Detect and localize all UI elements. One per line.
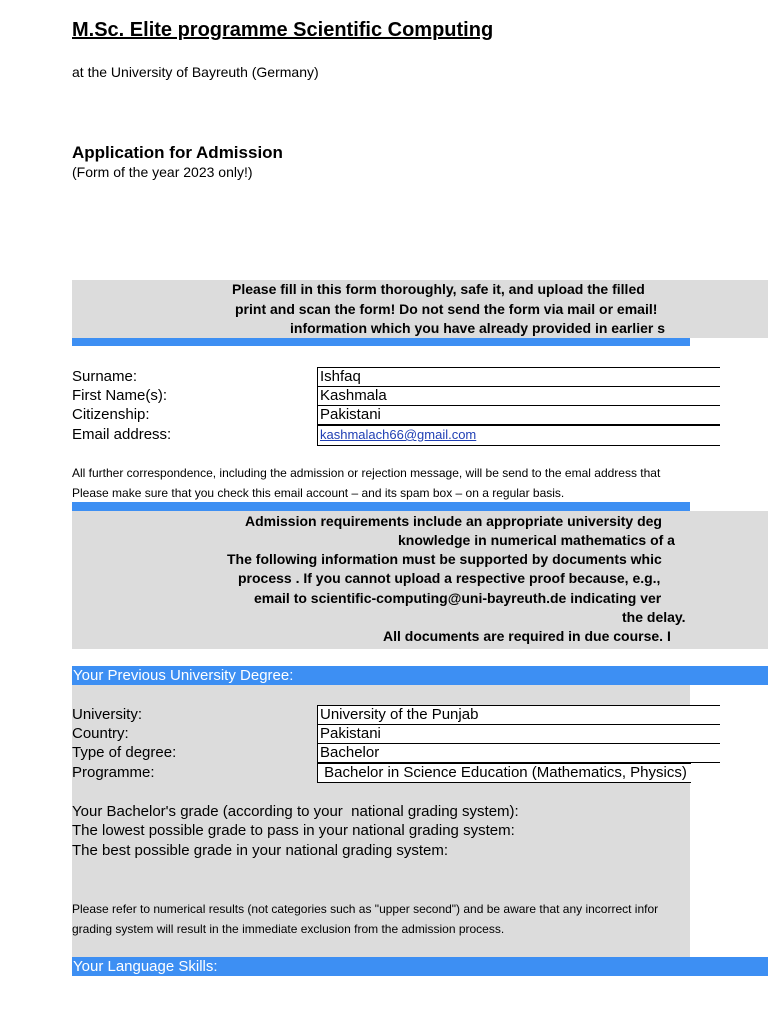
form-title: Application for Admission: [72, 143, 283, 162]
notice-line: print and scan the form! Do not send the form via mail or email!: [235, 300, 658, 317]
requirements-text-clip: [72, 511, 690, 649]
requirements-line: All documents are required in due course. I: [383, 628, 671, 644]
requirements-line: the delay.: [622, 609, 686, 625]
notice-text-clip: [72, 280, 690, 338]
form-note: (Form of the year 2023 only!): [72, 164, 253, 180]
country-field[interactable]: Pakistani: [317, 724, 720, 744]
programme-value: Bachelor in Science Education (Mathematics, Physics): [320, 764, 687, 781]
grade-line: The best possible grade in your national grading system:: [72, 842, 449, 859]
divider-bar: [72, 338, 690, 346]
correspondence-line: All further correspondence, including the admission or rejection message, will be send to the emal address that: [72, 466, 661, 480]
email-label: Email address:: [72, 426, 172, 443]
refer-line: grading system will result in the immediate exclusion from the admission process.: [72, 922, 505, 936]
notice-line: Please fill in this form thoroughly, safe it, and upload the filled: [232, 281, 645, 297]
correspondence-line: Please make sure that you check this email account – and its spam box – on a regular basis.: [72, 486, 565, 500]
requirements-line: process . If you cannot upload a respective proof because, e.g.,: [238, 570, 661, 586]
requirements-line: knowledge in numerical mathematics of a: [398, 532, 675, 548]
email-link[interactable]: kashmalach66@gmail.com: [320, 427, 477, 442]
grade-text-clip: [72, 803, 690, 863]
notice-line: information which you have already provided in earlier s: [290, 320, 665, 336]
grade-line: Your Bachelor's grade (according to your national grading system):: [72, 803, 519, 820]
requirements-line: email to scientific-computing@uni-bayreuth.de indicating ver: [254, 590, 662, 606]
refer-text-clip: [72, 902, 690, 940]
surname-field[interactable]: Ishfaq: [317, 367, 720, 387]
country-label: Country:: [72, 725, 129, 742]
requirements-line: The following information must be supported by documents whic: [227, 551, 662, 567]
university-label: University:: [72, 706, 143, 723]
degree-type-field[interactable]: Bachelor: [317, 743, 720, 763]
divider-bar: [72, 502, 690, 511]
requirements-line: Admission requirements include an appropriate university deg: [245, 513, 662, 529]
programme-field[interactable]: [317, 763, 691, 783]
degree-section-header: Your Previous University Degree:: [72, 666, 768, 685]
language-section-header: Your Language Skills:: [72, 957, 768, 976]
citizenship-field[interactable]: Pakistani: [317, 405, 720, 425]
email-field[interactable]: [317, 425, 720, 446]
degree-type-label: Type of degree:: [72, 744, 177, 761]
citizenship-label: Citizenship:: [72, 406, 150, 423]
refer-line: Please refer to numerical results (not categories such as "upper second") and be aware that any incorrect infor: [72, 902, 659, 916]
first-name-field[interactable]: Kashmala: [317, 386, 720, 406]
surname-label: Surname:: [72, 368, 138, 385]
correspondence-clip: [72, 466, 690, 504]
university-field[interactable]: University of the Punjab: [317, 705, 720, 725]
first-name-label: First Name(s):: [72, 387, 167, 404]
grade-line: The lowest possible grade to pass in your national grading system:: [72, 822, 515, 839]
page-title: M.Sc. Elite programme Scientific Computing: [72, 19, 494, 41]
programme-label: Programme:: [72, 764, 155, 781]
page-subtitle: at the University of Bayreuth (Germany): [72, 64, 319, 80]
